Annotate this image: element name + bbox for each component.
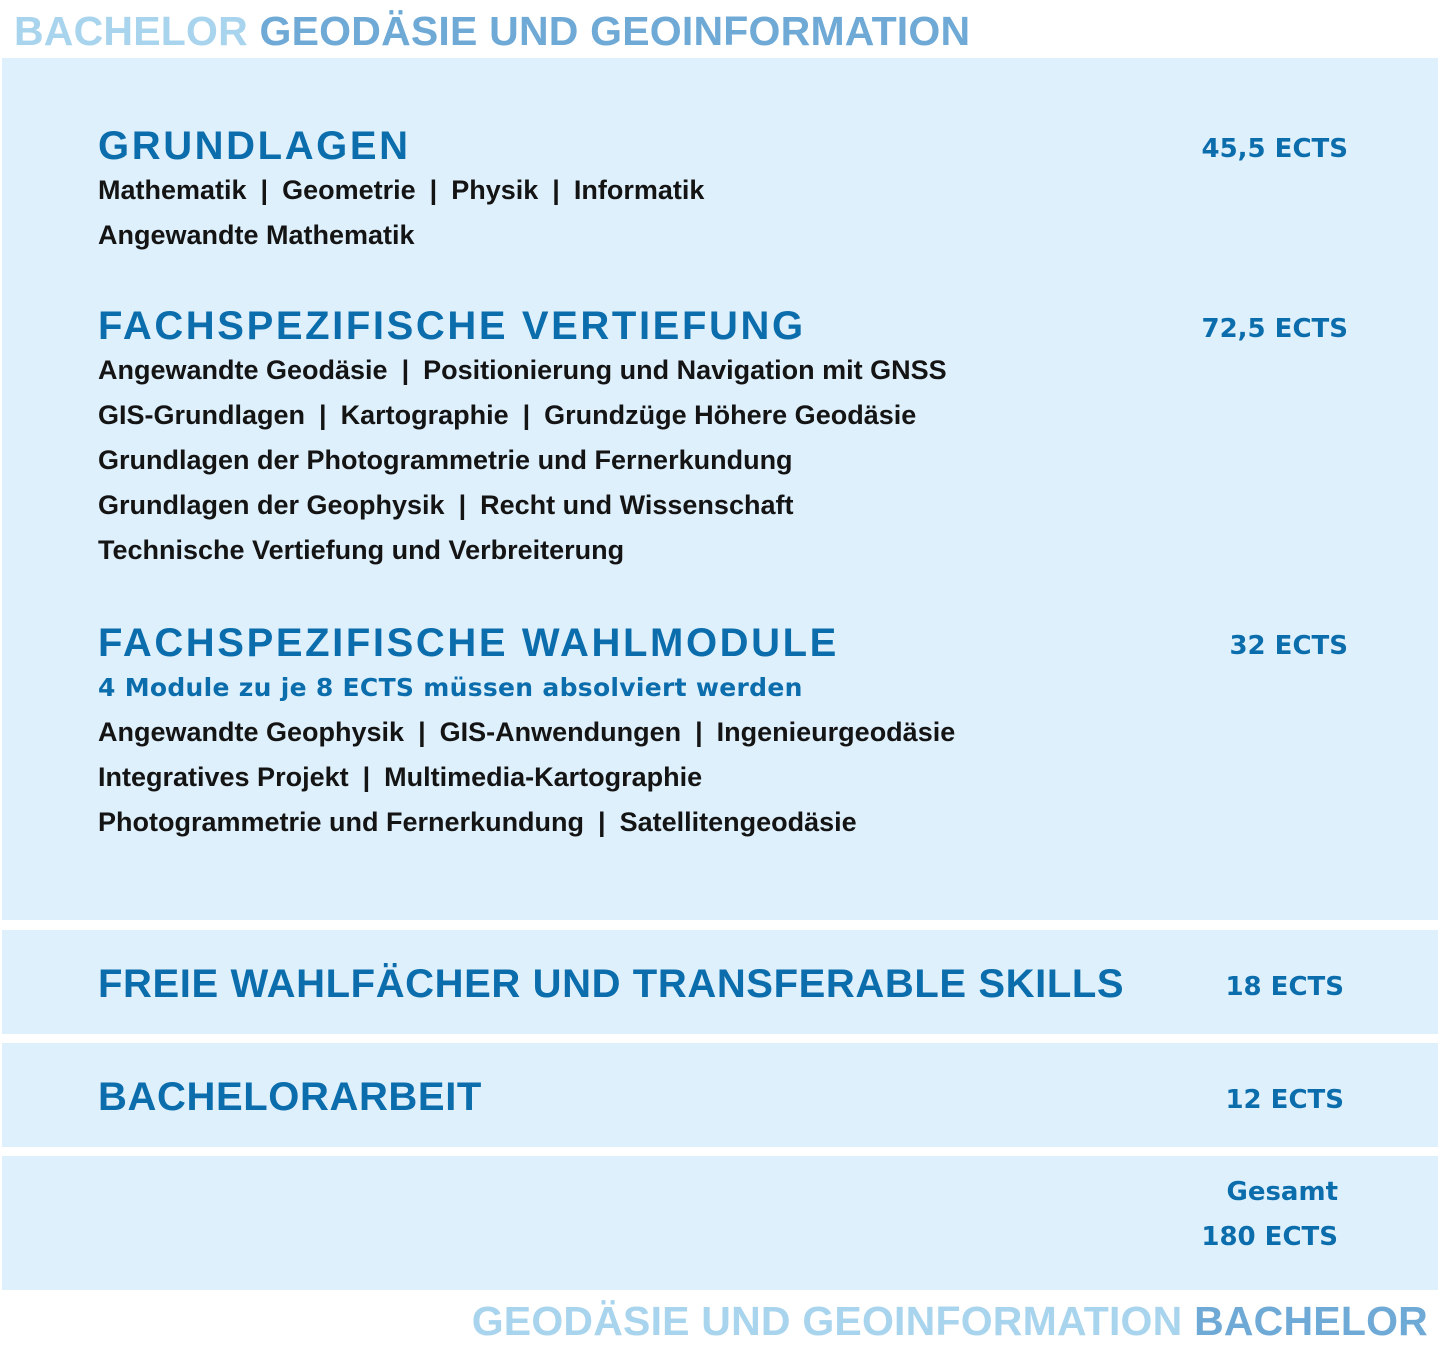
separator: | [429,175,438,205]
module-line [98,348,1348,393]
separator: | [401,355,410,385]
section-note: 4 Module zu je 8 ECTS müssen absolviert werden [98,673,803,702]
separator: | [260,175,269,205]
top-banner-program: GEODÄSIE UND GEOINFORMATION [259,8,971,54]
module-name: Angewandte Geophysik [98,717,405,747]
section-free-electives [98,962,1348,1006]
total-label: Gesamt [1226,1177,1338,1207]
section-ects: 12 ECTS [1225,1085,1344,1115]
separator: | [458,490,467,520]
module-name: Grundlagen der Photogrammetrie und Fernerkundung [98,445,793,475]
section-ects: 18 ECTS [1225,972,1344,1002]
module-name: Technische Vertiefung und Verbreiterung [98,535,625,565]
module-name: Recht und Wissenschaft [480,490,794,520]
module-name: Ingenieurgeodäsie [716,717,956,747]
module-name: Angewandte Mathematik [98,220,415,250]
module-name: Grundzüge Höhere Geodäsie [544,400,917,430]
section-ects: 72,5 ECTS [1201,314,1348,344]
separator: | [362,762,371,792]
section-title: BACHELORARBEIT [98,1075,482,1119]
module-name: Informatik [573,175,705,205]
module-name: Angewandte Geodäsie [98,355,388,385]
bottom-banner-program: GEODÄSIE UND GEOINFORMATION [471,1298,1183,1344]
module-line [98,483,1348,528]
module-name: Kartographie [340,400,509,430]
section-title: FACHSPEZIFISCHE VERTIEFUNG [98,304,806,348]
module-name: Positionierung und Navigation mit GNSS [423,355,947,385]
separator: | [418,717,426,747]
section-fachspezifische-vertiefung [98,304,1348,573]
bottom-banner-degree: BACHELOR [1194,1298,1428,1344]
module-name: Satellitengeodäsie [619,807,857,837]
free-electives-panel [2,930,1438,1034]
module-line [98,528,1348,573]
module-name: Mathematik [98,175,247,205]
module-line [98,755,1348,800]
module-list [98,168,1348,258]
section-title: GRUNDLAGEN [98,124,411,168]
module-name: Integratives Projekt [98,762,349,792]
separator: | [598,807,606,837]
module-list [98,348,1348,573]
module-name: Photogrammetrie und Fernerkundung [98,807,585,837]
total-panel [2,1156,1438,1290]
core-modules-panel [2,58,1438,920]
thesis-panel [2,1043,1438,1147]
separator: | [695,717,703,747]
section-grundlagen [98,124,1348,258]
module-name: GIS-Grundlagen [98,400,306,430]
separator: | [522,400,531,430]
section-ects: 32 ECTS [1229,631,1348,661]
module-name: Geometrie [282,175,416,205]
module-list [98,710,1348,845]
section-thesis [98,1075,1348,1119]
module-line [98,710,1348,755]
module-name: Physik [451,175,539,205]
module-line [98,213,1348,258]
total-value: 180 ECTS [1201,1222,1338,1252]
separator: | [552,175,560,205]
module-name: GIS-Anwendungen [439,717,682,747]
section-fachspezifische-wahlmodule [98,621,1348,845]
top-banner-degree: BACHELOR [14,8,248,54]
top-banner [14,8,970,55]
section-ects: 45,5 ECTS [1201,134,1348,164]
module-name: Grundlagen der Geophysik [98,490,445,520]
module-line [98,800,1348,845]
separator: | [319,400,327,430]
module-line [98,393,1348,438]
module-line [98,168,1348,213]
section-title: FREIE WAHLFÄCHER UND TRANSFERABLE SKILLS [98,962,1125,1006]
module-line [98,438,1348,483]
bottom-banner [472,1298,1428,1345]
section-title: FACHSPEZIFISCHE WAHLMODULE [98,621,839,665]
module-name: Multimedia-Kartographie [384,762,703,792]
